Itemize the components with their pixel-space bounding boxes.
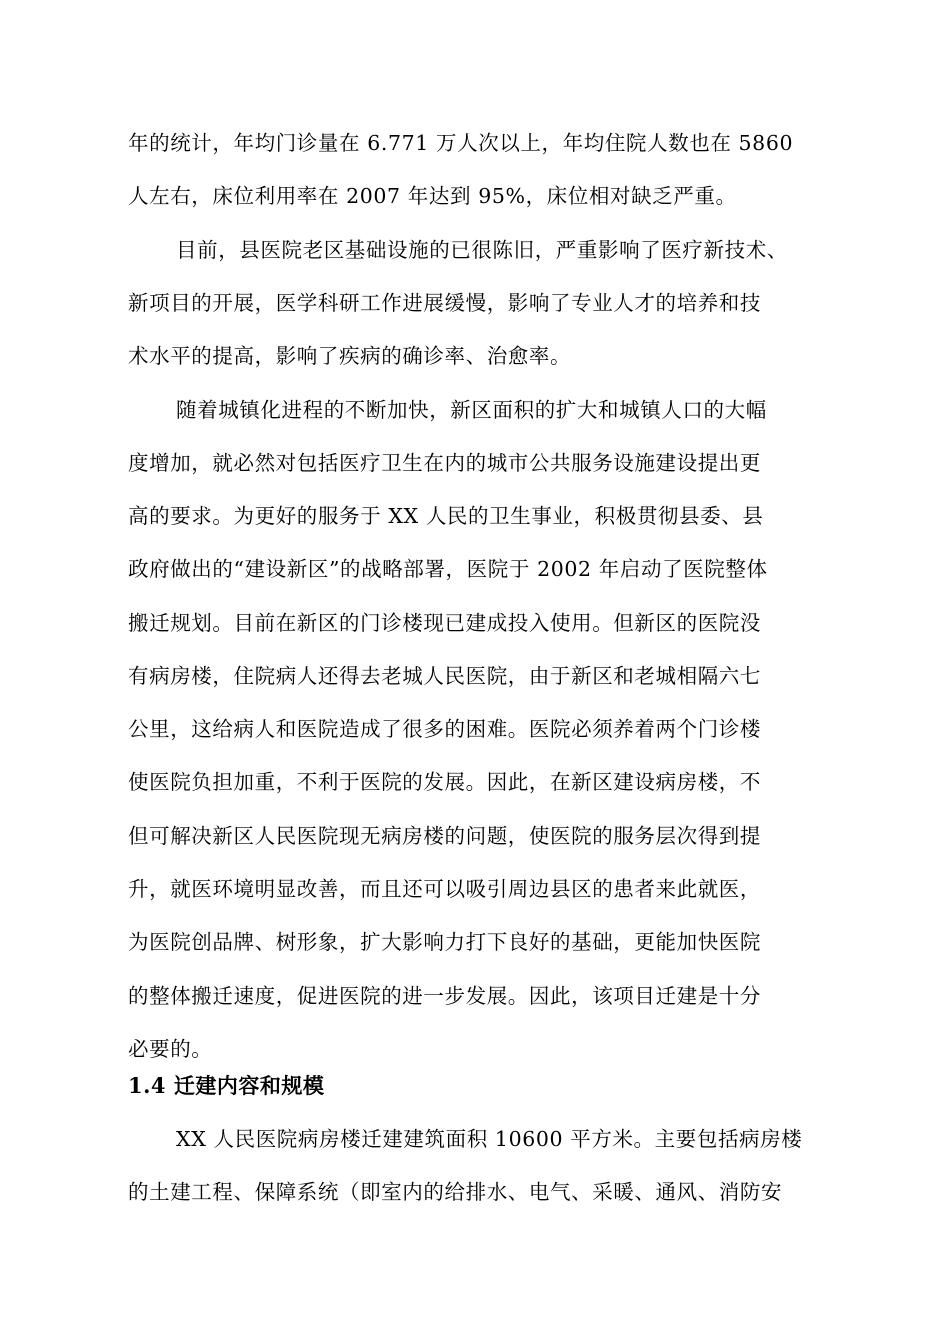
text-line: XX 人民医院病房楼迁建建筑面积 10600 平方米。主要包括病房楼 (176, 1127, 803, 1151)
text-line: 新项目的开展，医学科研工作进展缓慢，影响了专业人才的培养和技 (128, 291, 761, 315)
text-line: 必要的。 (128, 1037, 213, 1061)
text-line: 的土建工程、保障系统（即室内的给排水、电气、采暖、通风、消防安 (128, 1180, 783, 1204)
text-line: 人左右，床位利用率在 2007 年达到 95%，床位相对缺乏严重。 (128, 184, 737, 208)
text-line: 高的要求。为更好的服务于 XX 人民的卫生事业，积极贯彻县委、县 (128, 504, 764, 528)
text-line: 但可解决新区人民医院现无病房楼的问题，使医院的服务层次得到提 (128, 824, 761, 848)
text-line: 随着城镇化进程的不断加快，新区面积的扩大和城镇人口的大幅 (176, 398, 767, 422)
text-line: 术水平的提高，影响了疾病的确诊率、治愈率。 (128, 344, 572, 368)
text-line: 年的统计，年均门诊量在 6.771 万人次以上，年均住院人数也在 5860 (128, 131, 794, 155)
text-line: 有病房楼，住院病人还得去老城人民医院，由于新区和老城相隔六七 (128, 664, 761, 688)
text-line: 升，就医环境明显改善，而且还可以吸引周边县区的患者来此就医， (128, 877, 761, 901)
text-line: 的整体搬迁速度，促进医院的进一步发展。因此，该项目迁建是十分 (128, 984, 761, 1008)
text-line: 搬迁规划。目前在新区的门诊楼现已建成投入使用。但新区的医院没 (128, 611, 761, 635)
text-line: 度增加，就必然对包括医疗卫生在内的城市公共服务设施建设提出更 (128, 451, 761, 475)
section-heading: 1.4 迁建内容和规模 (128, 1073, 325, 1098)
text-line: 为医院创品牌、树形象，扩大影响力打下良好的基础，更能加快医院 (128, 930, 761, 954)
text-line: 目前，县医院老区基础设施的已很陈旧，严重影响了医疗新技术、 (176, 238, 788, 262)
text-line: 使医院负担加重，不利于医院的发展。因此，在新区建设病房楼，不 (128, 770, 761, 794)
text-line: 公里，这给病人和医院造成了很多的困难。医院必须养着两个门诊楼 (128, 717, 761, 741)
text-line: 政府做出的“建设新区”的战略部署，医院于 2002 年启动了医院整体 (128, 557, 768, 581)
